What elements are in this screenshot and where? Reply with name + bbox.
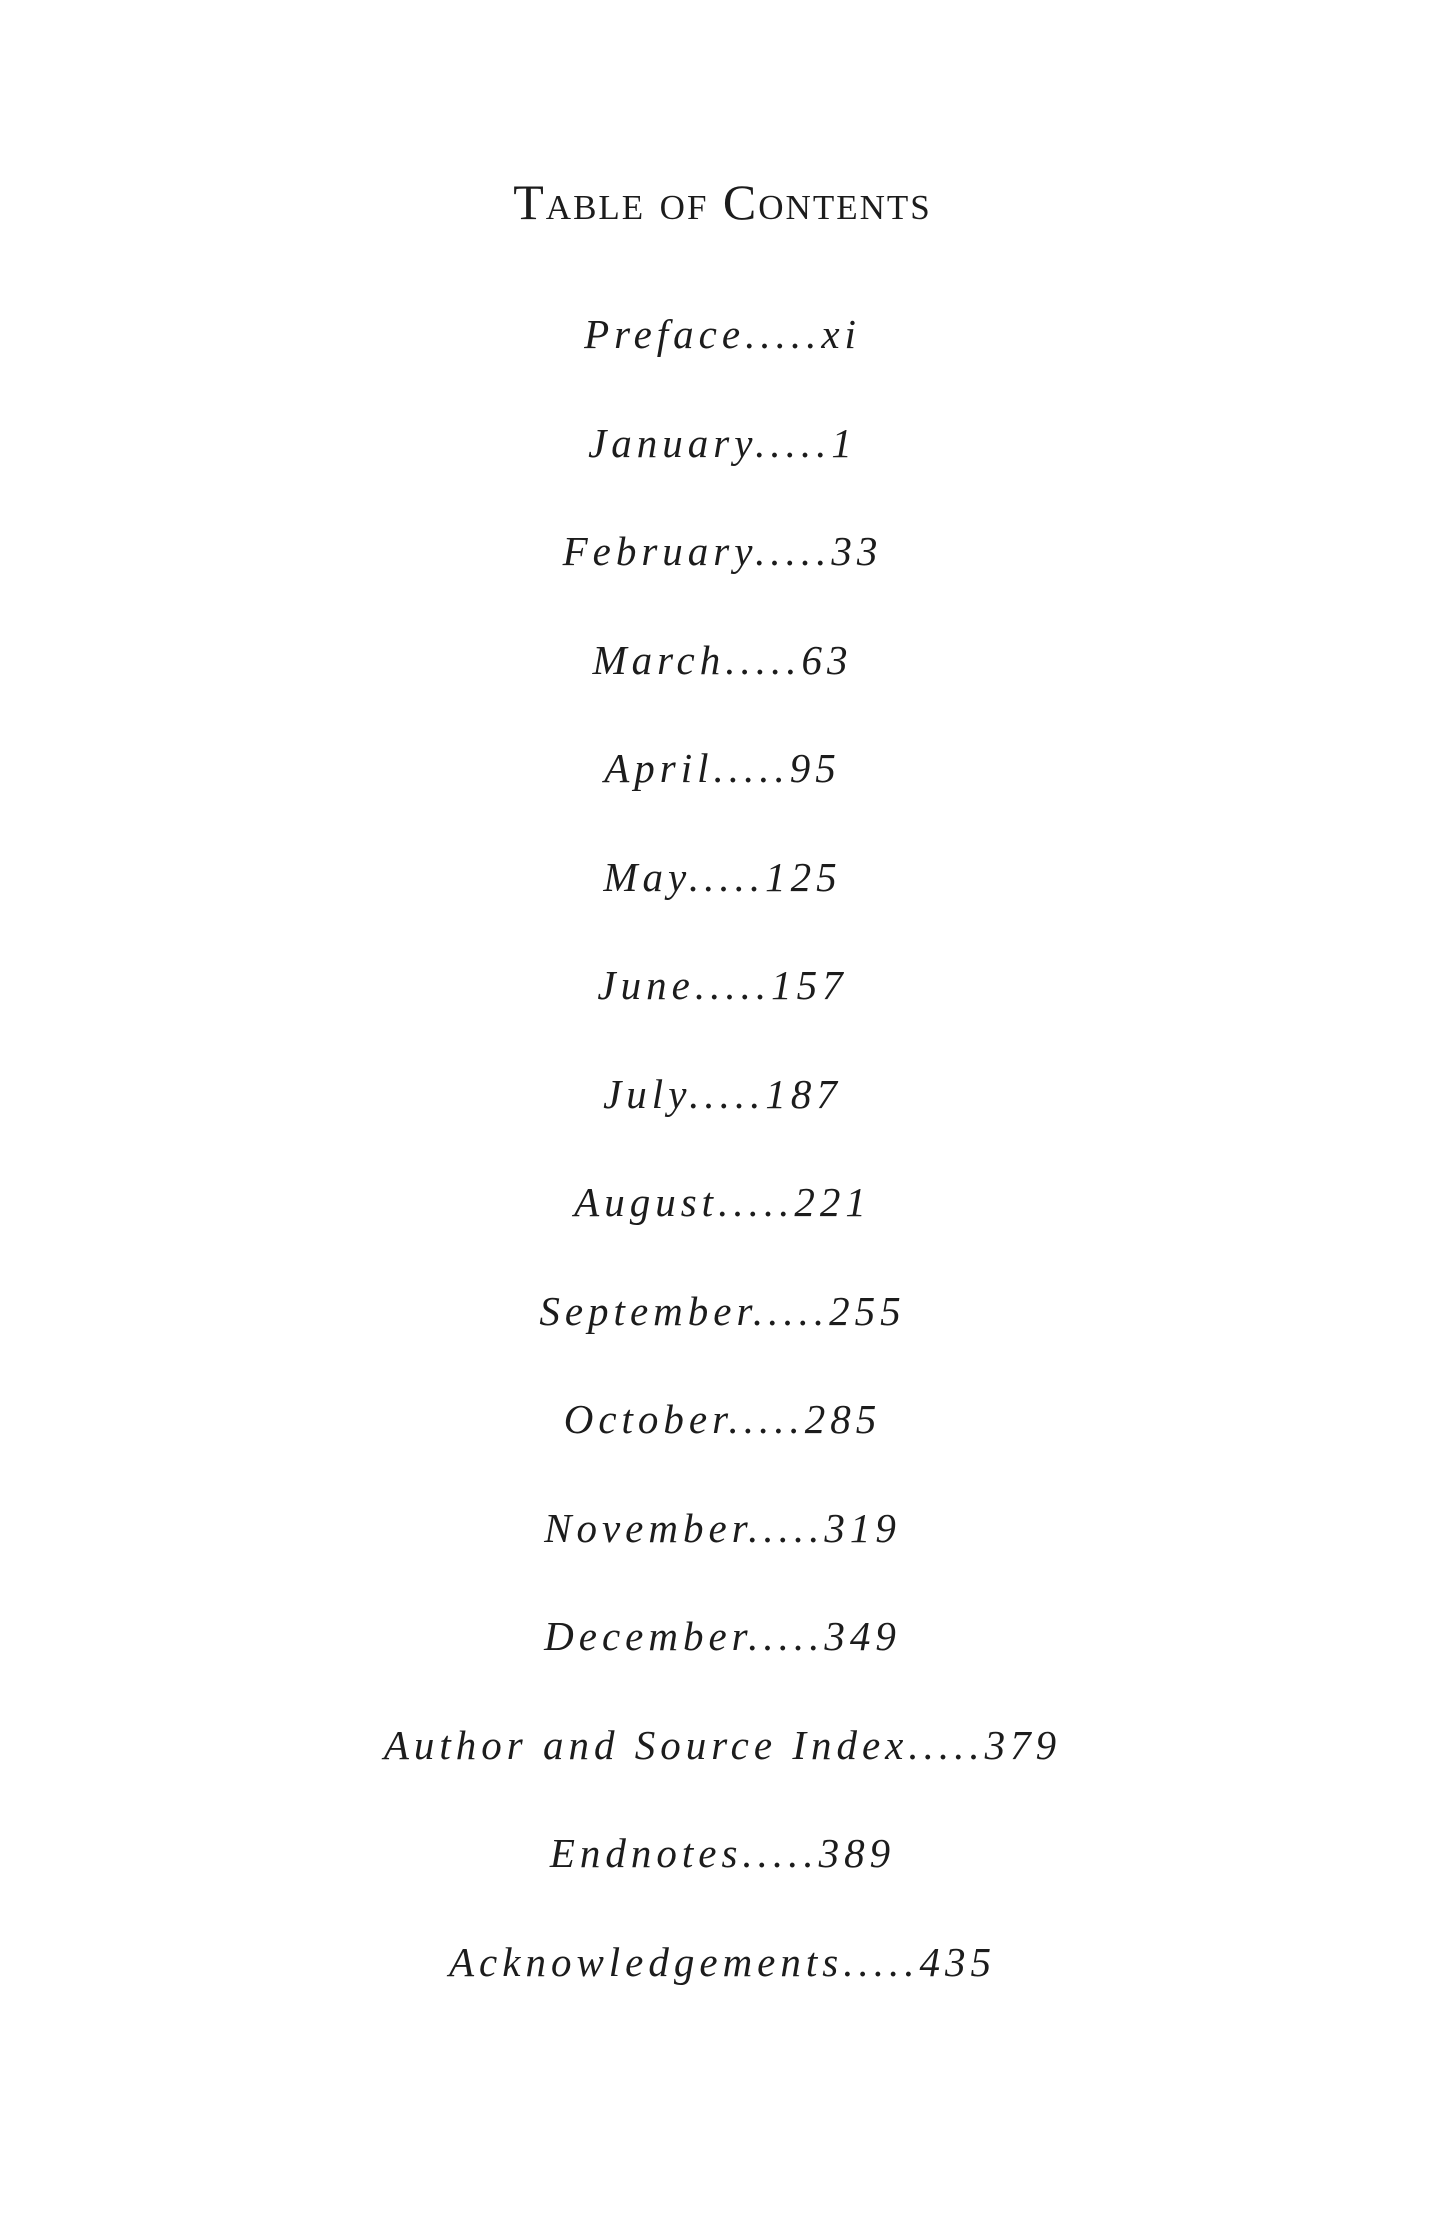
toc-entry-label: July <box>603 1070 690 1117</box>
toc-entry-april[interactable] <box>0 738 1445 847</box>
toc-dot-leader: ..... <box>688 853 766 900</box>
toc-page-number: 285 <box>804 1396 882 1442</box>
toc-entry-february[interactable] <box>0 521 1445 630</box>
toc-entry-label: Author and Source Index <box>383 1721 909 1768</box>
toc-entry-acknowledgements[interactable] <box>0 1932 1445 2041</box>
toc-entry-august[interactable] <box>0 1172 1445 1281</box>
toc-dot-leader: ..... <box>742 1830 819 1876</box>
toc-dot-leader: ..... <box>694 962 772 1008</box>
toc-list <box>0 304 1445 2040</box>
toc-page-number: 255 <box>829 1287 906 1334</box>
toc-entry-september[interactable] <box>0 1281 1445 1390</box>
toc-dot-leader: ..... <box>752 1287 830 1334</box>
toc-entry-preface[interactable] <box>0 304 1445 413</box>
toc-dot-leader: ..... <box>755 419 832 466</box>
toc-heading: Table of Contents <box>513 174 932 230</box>
toc-page-number: 33 <box>831 528 883 574</box>
toc-page-number: 63 <box>801 636 853 683</box>
toc-entry-label: November <box>544 1504 749 1551</box>
toc-dot-leader: ..... <box>728 1396 805 1442</box>
toc-page-number: 221 <box>794 1179 871 1225</box>
toc-page-number: 95 <box>789 745 841 791</box>
toc-dot-leader: ..... <box>843 1938 920 1985</box>
toc-dot-leader: ..... <box>718 1179 795 1225</box>
toc-dot-leader: ..... <box>748 1613 825 1659</box>
toc-entry-label: March <box>592 636 726 683</box>
toc-entry-november[interactable] <box>0 1498 1445 1607</box>
toc-dot-leader: ..... <box>689 1070 766 1117</box>
toc-dot-leader: ..... <box>748 1504 825 1551</box>
toc-entry-label: December <box>544 1613 749 1659</box>
toc-dot-leader: ..... <box>908 1721 985 1768</box>
toc-page-number: 379 <box>984 1721 1062 1768</box>
toc-entry-january[interactable] <box>0 413 1445 522</box>
toc-dot-leader: ..... <box>755 528 832 574</box>
toc-entry-june[interactable] <box>0 955 1445 1064</box>
toc-entry-label: September <box>539 1287 753 1334</box>
toc-page-number: 187 <box>765 1070 842 1117</box>
toc-entry-label: Acknowledgements <box>449 1938 844 1985</box>
toc-entry-label: June <box>597 962 695 1008</box>
toc-entry-label: Endnotes <box>549 1830 743 1876</box>
toc-entry-may[interactable] <box>0 847 1445 956</box>
toc-entry-author-source-index[interactable] <box>0 1715 1445 1824</box>
toc-entry-label: May <box>603 853 689 900</box>
toc-page-number: 125 <box>765 853 842 900</box>
toc-entry-march[interactable] <box>0 630 1445 739</box>
toc-entry-label: August <box>574 1179 719 1225</box>
toc-entry-label: February <box>562 528 756 574</box>
toc-page-number: 157 <box>771 962 848 1008</box>
toc-page-number: 349 <box>824 1613 901 1659</box>
toc-page-number: 319 <box>824 1504 901 1551</box>
toc-entry-label: October <box>563 1396 729 1442</box>
toc-entry-label: Preface <box>584 311 746 357</box>
toc-dot-leader: ..... <box>713 745 790 791</box>
toc-page-number: 435 <box>919 1938 996 1985</box>
toc-entry-endnotes[interactable] <box>0 1823 1445 1932</box>
toc-dot-leader: ..... <box>745 311 822 357</box>
toc-page-number: 1 <box>831 419 857 466</box>
toc-page-number: xi <box>821 311 861 357</box>
toc-page-number: 389 <box>818 1830 896 1876</box>
toc-dot-leader: ..... <box>725 636 802 683</box>
toc-entry-december[interactable] <box>0 1606 1445 1715</box>
toc-entry-label: April <box>604 745 714 791</box>
toc-entry-label: January <box>588 419 756 466</box>
toc-entry-october[interactable] <box>0 1389 1445 1498</box>
toc-entry-july[interactable] <box>0 1064 1445 1173</box>
